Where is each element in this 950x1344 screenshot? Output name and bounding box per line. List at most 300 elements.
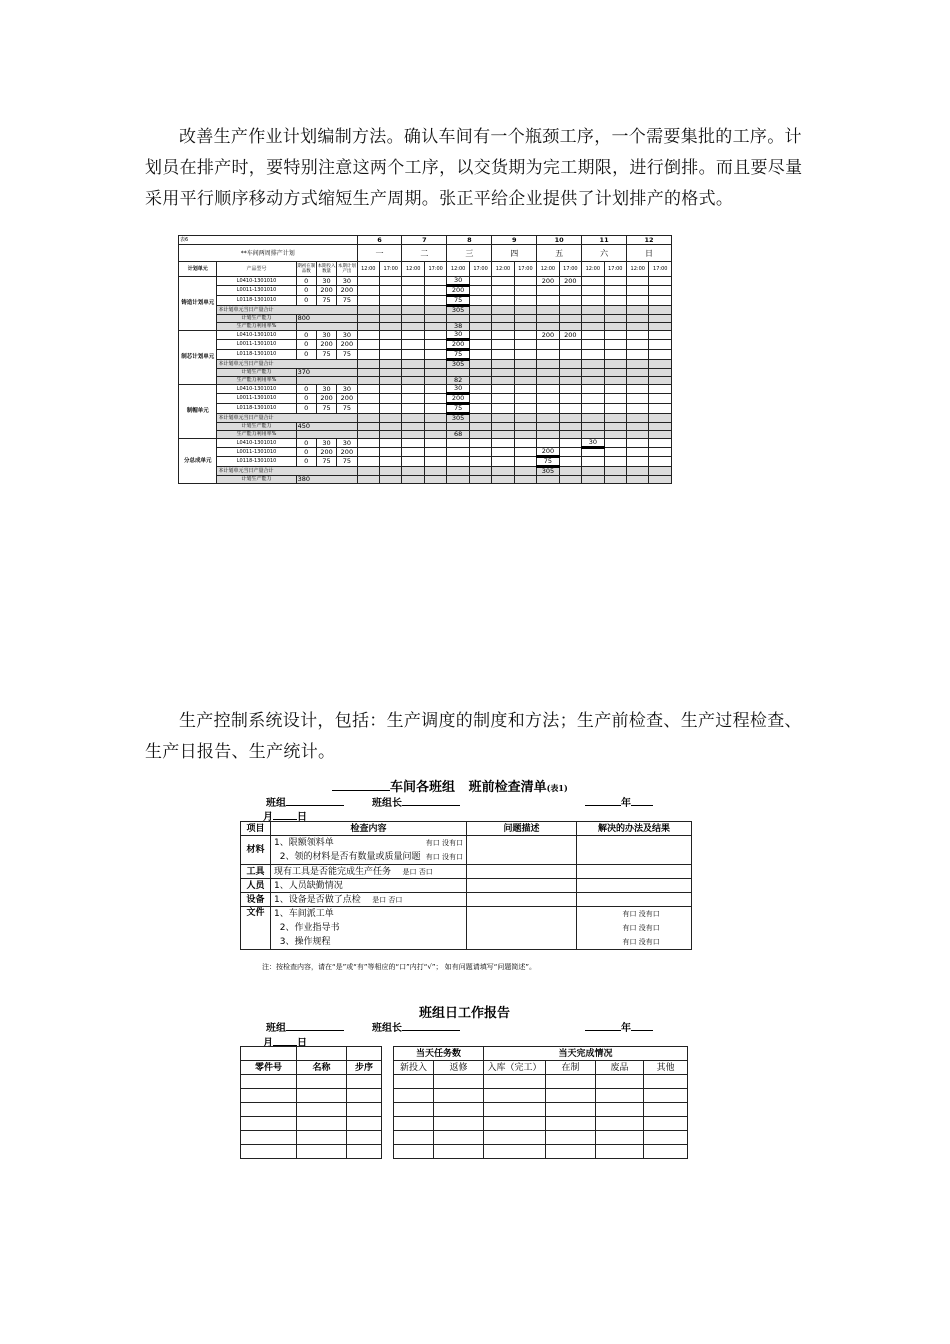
plan-empty-cell xyxy=(469,277,491,286)
plan-empty-cell xyxy=(559,340,581,350)
plan-empty-cell xyxy=(582,340,604,350)
plan-empty-cell xyxy=(469,431,491,439)
plan-empty-cell xyxy=(537,306,559,315)
plan-empty-cell xyxy=(559,315,581,323)
plan-empty-cell xyxy=(424,457,446,467)
plan-empty-cell xyxy=(424,315,446,323)
plan-output-value: 200 xyxy=(337,286,357,296)
plan-empty-cell xyxy=(380,476,402,484)
plan-empty-cell xyxy=(469,296,491,306)
daily-year-label: 年 xyxy=(585,1019,653,1034)
plan-empty-cell xyxy=(492,448,514,457)
plan-empty-cell xyxy=(559,431,581,439)
plan-empty-cell xyxy=(447,448,469,457)
plan-model: L0410-1301010 xyxy=(217,385,296,394)
plan-model: L0118-1301010 xyxy=(217,404,296,414)
plan-empty-cell xyxy=(582,467,604,476)
plan-unit-name: 制帽单元 xyxy=(179,385,217,439)
plan-empty-cell xyxy=(492,331,514,340)
plan-empty-cell xyxy=(649,476,672,484)
plan-empty-cell xyxy=(537,323,559,331)
plan-empty-cell xyxy=(380,414,402,423)
plan-empty-cell xyxy=(402,423,424,431)
plan-date: 6 xyxy=(357,236,402,245)
plan-empty-cell xyxy=(492,340,514,350)
plan-empty-cell xyxy=(627,340,649,350)
plan-empty-cell xyxy=(357,423,379,431)
plan-empty-cell xyxy=(424,377,446,385)
documents-item-2: 2、作业指导书 xyxy=(279,923,340,933)
daily-team-label: 班组 xyxy=(266,1019,344,1034)
plan-empty-cell xyxy=(424,467,446,476)
plan-schedule-value: 200 xyxy=(559,277,581,286)
plan-empty-cell xyxy=(424,439,446,448)
materials-1-checkbox[interactable]: 有口 没有口 xyxy=(425,839,463,847)
plan-wip-value: 0 xyxy=(296,296,316,306)
plan-empty-cell xyxy=(649,414,672,423)
plan-empty-cell xyxy=(582,385,604,394)
plan-time: 17:00 xyxy=(514,262,536,277)
plan-empty-cell xyxy=(492,439,514,448)
plan-empty-cell xyxy=(559,394,581,404)
plan-cap-label: 计划生产能力 xyxy=(217,423,296,431)
plan-empty-cell xyxy=(492,369,514,377)
plan-empty-cell xyxy=(514,369,536,377)
plan-util-label: 生产能力利用率% xyxy=(217,431,296,439)
plan-empty-cell xyxy=(514,340,536,350)
plan-unit-name: 制芯计划单元 xyxy=(179,331,217,385)
plan-empty-cell xyxy=(582,306,604,315)
plan-empty-cell xyxy=(582,350,604,360)
plan-schedule-value: 30 xyxy=(447,331,469,340)
plan-empty-cell xyxy=(402,331,424,340)
plan-empty-cell xyxy=(582,423,604,431)
plan-weekday: 一 xyxy=(357,245,402,262)
plan-output-value: 30 xyxy=(337,439,357,448)
plan-empty-cell xyxy=(469,467,491,476)
plan-time: 12:00 xyxy=(492,262,514,277)
plan-model: L0410-1301010 xyxy=(217,277,296,286)
plan-time: 17:00 xyxy=(424,262,446,277)
plan-empty-cell xyxy=(492,385,514,394)
plan-empty-cell xyxy=(357,331,379,340)
plan-empty-cell xyxy=(649,323,672,331)
plan-empty-cell xyxy=(627,404,649,414)
plan-empty-cell xyxy=(604,286,626,296)
plan-empty-cell xyxy=(559,448,581,457)
plan-empty-cell xyxy=(357,414,379,423)
plan-empty-cell xyxy=(582,404,604,414)
plan-empty-cell xyxy=(627,306,649,315)
plan-empty-cell xyxy=(649,296,672,306)
plan-util-value: 38 xyxy=(447,323,469,331)
plan-empty-cell xyxy=(582,315,604,323)
plan-empty-cell xyxy=(469,369,491,377)
plan-schedule-value: 200 xyxy=(537,448,559,457)
plan-empty-cell xyxy=(402,286,424,296)
plan-empty-cell xyxy=(469,476,491,484)
plan-empty-cell xyxy=(424,350,446,360)
plan-empty-cell xyxy=(424,431,446,439)
plan-empty-cell xyxy=(402,448,424,457)
plan-weekday: 四 xyxy=(492,245,537,262)
plan-model: L0118-1301010 xyxy=(217,296,296,306)
plan-time: 12:00 xyxy=(357,262,379,277)
row-people: 人员 xyxy=(241,879,271,893)
plan-empty-cell xyxy=(649,448,672,457)
plan-empty-cell xyxy=(402,431,424,439)
plan-time: 12:00 xyxy=(582,262,604,277)
plan-empty-cell xyxy=(402,277,424,286)
plan-empty-cell xyxy=(380,377,402,385)
header-rework: 返修 xyxy=(434,1061,484,1075)
plan-empty-cell xyxy=(559,404,581,414)
plan-empty-cell xyxy=(357,377,379,385)
plan-empty-cell xyxy=(424,277,446,286)
year-label: 年 xyxy=(585,794,653,809)
plan-schedule-value: 30 xyxy=(447,277,469,286)
plan-date: 12 xyxy=(627,236,672,245)
plan-empty-cell xyxy=(424,340,446,350)
plan-model: L0011-1301010 xyxy=(217,394,296,404)
plan-empty-cell xyxy=(537,404,559,414)
header-scrap: 废品 xyxy=(596,1061,644,1075)
plan-empty-cell xyxy=(424,404,446,414)
plan-empty-cell xyxy=(469,414,491,423)
plan-unit-name: 分总成单元 xyxy=(179,439,217,484)
plan-empty-cell xyxy=(559,286,581,296)
plan-empty-cell xyxy=(380,286,402,296)
plan-input-value: 200 xyxy=(316,340,336,350)
plan-empty-cell xyxy=(514,467,536,476)
plan-util-value: 68 xyxy=(447,431,469,439)
plan-model: L0118-1301010 xyxy=(217,350,296,360)
plan-date: 9 xyxy=(492,236,537,245)
plan-model: L0410-1301010 xyxy=(217,439,296,448)
plan-empty-cell xyxy=(402,350,424,360)
plan-empty-cell xyxy=(380,315,402,323)
plan-time: 17:00 xyxy=(649,262,672,277)
tools-checkbox[interactable]: 是口 否口 xyxy=(402,867,433,876)
plan-empty-cell xyxy=(402,414,424,423)
plan-empty-cell xyxy=(649,340,672,350)
plan-empty-cell xyxy=(649,377,672,385)
plan-input-value: 200 xyxy=(316,448,336,457)
plan-empty-cell xyxy=(402,323,424,331)
plan-empty-cell xyxy=(492,286,514,296)
plan-empty-cell xyxy=(649,385,672,394)
plan-empty-cell xyxy=(402,340,424,350)
plan-empty-cell xyxy=(492,467,514,476)
plan-input-value: 30 xyxy=(316,277,336,286)
plan-empty-cell xyxy=(424,385,446,394)
plan-empty-cell xyxy=(469,315,491,323)
plan-empty-cell xyxy=(357,323,379,331)
plan-empty-cell xyxy=(627,457,649,467)
plan-empty-cell xyxy=(537,369,559,377)
plan-empty-cell xyxy=(604,360,626,369)
plan-output-value: 30 xyxy=(337,385,357,394)
plan-sum-value: 305 xyxy=(447,306,469,315)
plan-output-value: 75 xyxy=(337,296,357,306)
plan-empty-cell xyxy=(402,360,424,369)
plan-empty-cell xyxy=(424,394,446,404)
materials-item-1: 1、限额领料单 xyxy=(274,838,334,848)
plan-empty-cell xyxy=(559,306,581,315)
plan-schedule-value: 200 xyxy=(447,286,469,296)
plan-empty-cell xyxy=(649,404,672,414)
plan-empty-cell xyxy=(537,350,559,360)
plan-cap-value: 370 xyxy=(296,369,357,377)
plan-weekday: 二 xyxy=(402,245,447,262)
plan-empty-cell xyxy=(492,457,514,467)
plan-schedule-value: 30 xyxy=(447,385,469,394)
plan-wip-value: 0 xyxy=(296,286,316,296)
daily-parts-table xyxy=(240,1046,382,1159)
plan-empty-cell xyxy=(469,385,491,394)
plan-input-value: 75 xyxy=(316,296,336,306)
plan-empty-cell xyxy=(537,360,559,369)
plan-empty-cell xyxy=(469,340,491,350)
checklist-title: 车间各班组 班前检查清单(表1) xyxy=(332,776,568,795)
plan-empty-cell xyxy=(469,457,491,467)
daily-report-title: 班组日工作报告 xyxy=(419,1006,511,1021)
plan-empty-cell xyxy=(447,423,469,431)
plan-empty-cell xyxy=(537,377,559,385)
plan-empty-cell xyxy=(604,323,626,331)
plan-empty-cell xyxy=(357,360,379,369)
plan-empty-cell xyxy=(537,385,559,394)
plan-empty-cell xyxy=(627,431,649,439)
intro-paragraph-2: 生产控制系统设计，包括：生产调度的制度和方法；生产前检查、生产过程检查、生产日报告、生产统计。 xyxy=(145,711,802,762)
plan-weekday: 日 xyxy=(627,245,672,262)
plan-cap-value: 450 xyxy=(296,423,357,431)
plan-empty-cell xyxy=(469,360,491,369)
plan-empty-cell xyxy=(514,296,536,306)
plan-empty-cell xyxy=(627,360,649,369)
plan-empty-cell xyxy=(357,448,379,457)
plan-time: 17:00 xyxy=(380,262,402,277)
plan-sum-label: 本计划单元当日产量合计 xyxy=(217,306,357,315)
plan-empty-cell xyxy=(402,296,424,306)
plan-empty-cell xyxy=(380,385,402,394)
plan-empty-cell xyxy=(402,467,424,476)
plan-empty-cell xyxy=(447,467,469,476)
header-stocked: 入库（完工） xyxy=(484,1061,546,1075)
equipment-checkbox[interactable]: 是口 否口 xyxy=(372,895,403,904)
plan-schedule-value: 75 xyxy=(447,350,469,360)
plan-empty-cell xyxy=(582,296,604,306)
leader-label: 班组长 xyxy=(372,794,460,809)
plan-model: L0118-1301010 xyxy=(217,457,296,467)
checklist-note: 注：按检查内容，请在“是”或“有”等相应的“口”内打“√”； 如有问题请填写“问题简述”。 xyxy=(262,963,536,971)
plan-empty-cell xyxy=(492,306,514,315)
plan-output-value: 75 xyxy=(337,457,357,467)
plan-model: L0410-1301010 xyxy=(217,331,296,340)
plan-schedule-value: 200 xyxy=(447,394,469,404)
plan-empty-cell xyxy=(649,467,672,476)
plan-empty-cell xyxy=(604,385,626,394)
plan-date: 7 xyxy=(402,236,447,245)
plan-empty-cell xyxy=(627,315,649,323)
checklist-table: 项目 检查内容 问题描述 解决的办法及结果 材料 1、限额领料单 有口 没有口 2、领的材料是否有数量或质量问题 有口 没有口 工具 现有工具是否能完成生产任务 是口 否口 人员 1、人员缺勤情况 设备 1、设备是否做了点检 是口 否口 文件 1、车间派工单 有口 没有口 2、作业指导书 有口 没有口 3、操作规程 有口 没有口 xyxy=(240,821,692,950)
plan-schedule-value: 30 xyxy=(582,439,604,448)
equipment-item: 1、设备是否做了点检 xyxy=(274,894,361,905)
plan-empty-cell xyxy=(627,394,649,404)
plan-empty-cell xyxy=(492,404,514,414)
daily-date-label: 月 日 xyxy=(263,1038,307,1049)
plan-empty-cell xyxy=(582,476,604,484)
plan-empty-cell xyxy=(514,404,536,414)
plan-empty-cell xyxy=(649,315,672,323)
plan-input-value: 30 xyxy=(316,331,336,340)
plan-empty-cell xyxy=(627,414,649,423)
plan-empty-cell xyxy=(582,377,604,385)
materials-2-checkbox[interactable]: 有口 没有口 xyxy=(425,853,463,861)
plan-empty-cell xyxy=(469,306,491,315)
plan-empty-cell xyxy=(402,315,424,323)
plan-schedule-value: 200 xyxy=(447,340,469,350)
plan-col-input: 本期投入数量 xyxy=(316,262,336,277)
plan-empty-cell xyxy=(604,414,626,423)
header-part-no: 零件号 xyxy=(241,1061,297,1075)
tools-item: 现有工具是否能完成生产任务 xyxy=(274,866,392,877)
plan-empty-cell xyxy=(424,306,446,315)
plan-empty-cell xyxy=(424,360,446,369)
plan-empty-cell xyxy=(424,369,446,377)
plan-empty-cell xyxy=(447,476,469,484)
plan-empty-cell xyxy=(380,394,402,404)
plan-wip-value: 0 xyxy=(296,439,316,448)
plan-title: **车间两周排产计划 xyxy=(179,245,358,262)
plan-empty-cell xyxy=(357,457,379,467)
plan-empty-cell xyxy=(469,404,491,414)
plan-empty-cell xyxy=(649,360,672,369)
plan-empty-cell xyxy=(649,286,672,296)
plan-time: 12:00 xyxy=(447,262,469,277)
plan-empty-cell xyxy=(627,476,649,484)
plan-time: 12:00 xyxy=(537,262,559,277)
header-task-count: 当天任务数 xyxy=(394,1047,484,1061)
documents-item-1: 1、车间派工单 xyxy=(274,909,334,919)
header-problem: 问题描述 xyxy=(467,822,577,836)
plan-empty-cell xyxy=(649,277,672,286)
plan-cap-label: 计划生产能力 xyxy=(217,369,296,377)
plan-empty-cell xyxy=(514,423,536,431)
plan-empty-cell xyxy=(402,476,424,484)
plan-empty-cell xyxy=(357,315,379,323)
plan-sum-value: 305 xyxy=(447,414,469,423)
plan-empty-cell xyxy=(380,467,402,476)
plan-schedule-value: 75 xyxy=(447,404,469,414)
plan-empty-cell xyxy=(357,350,379,360)
plan-wip-value: 0 xyxy=(296,385,316,394)
plan-input-value: 75 xyxy=(316,457,336,467)
plan-empty-cell xyxy=(559,423,581,431)
plan-empty-cell xyxy=(559,385,581,394)
plan-schedule-value: 200 xyxy=(559,331,581,340)
plan-empty-cell xyxy=(649,350,672,360)
plan-wip-value: 0 xyxy=(296,404,316,414)
plan-empty-cell xyxy=(380,340,402,350)
plan-empty-cell xyxy=(582,414,604,423)
plan-empty-cell xyxy=(380,350,402,360)
plan-empty-cell xyxy=(469,423,491,431)
plan-empty-cell xyxy=(357,286,379,296)
plan-empty-cell xyxy=(514,315,536,323)
plan-empty-cell xyxy=(559,377,581,385)
plan-empty-cell xyxy=(357,467,379,476)
plan-empty-cell xyxy=(604,394,626,404)
plan-empty-cell xyxy=(559,467,581,476)
plan-empty-cell xyxy=(604,277,626,286)
plan-empty-cell xyxy=(627,385,649,394)
plan-empty-cell xyxy=(402,439,424,448)
plan-input-value: 30 xyxy=(316,439,336,448)
plan-empty-cell xyxy=(559,369,581,377)
plan-empty-cell xyxy=(559,350,581,360)
plan-empty-cell xyxy=(492,414,514,423)
plan-input-value: 30 xyxy=(316,385,336,394)
plan-empty-cell xyxy=(537,476,559,484)
row-equipment: 设备 xyxy=(241,893,271,907)
plan-empty-cell xyxy=(604,369,626,377)
plan-empty-cell xyxy=(582,286,604,296)
plan-output-value: 200 xyxy=(337,340,357,350)
plan-sum-value: 305 xyxy=(537,467,559,476)
plan-empty-cell xyxy=(604,306,626,315)
header-solution: 解决的办法及结果 xyxy=(577,822,692,836)
plan-input-value: 75 xyxy=(316,350,336,360)
plan-empty-cell xyxy=(492,315,514,323)
plan-empty-cell xyxy=(380,331,402,340)
plan-empty-cell xyxy=(514,431,536,439)
plan-empty-cell xyxy=(537,394,559,404)
plan-empty-cell xyxy=(424,296,446,306)
plan-empty-cell xyxy=(296,323,357,331)
plan-empty-cell xyxy=(380,277,402,286)
plan-empty-cell xyxy=(469,394,491,404)
plan-empty-cell xyxy=(357,296,379,306)
plan-output-value: 30 xyxy=(337,277,357,286)
row-documents: 文件 xyxy=(241,907,271,950)
plan-schedule-value: 75 xyxy=(447,296,469,306)
plan-empty-cell xyxy=(357,385,379,394)
plan-time: 17:00 xyxy=(559,262,581,277)
plan-model: L0011-1301010 xyxy=(217,448,296,457)
plan-empty-cell xyxy=(380,457,402,467)
plan-empty-cell xyxy=(469,448,491,457)
plan-empty-cell xyxy=(537,439,559,448)
header-name: 名称 xyxy=(297,1061,347,1075)
plan-empty-cell xyxy=(559,414,581,423)
materials-item-2: 2、领的材料是否有数量或质量问题 xyxy=(279,852,421,862)
plan-empty-cell xyxy=(296,431,357,439)
header-step: 步序 xyxy=(347,1061,382,1075)
plan-empty-cell xyxy=(492,323,514,331)
plan-empty-cell xyxy=(514,377,536,385)
plan-empty-cell xyxy=(380,323,402,331)
plan-cap-label: 计划生产能力 xyxy=(217,315,296,323)
plan-empty-cell xyxy=(492,350,514,360)
plan-empty-cell xyxy=(357,394,379,404)
header-new-input: 新投入 xyxy=(394,1061,434,1075)
plan-empty-cell xyxy=(537,315,559,323)
plan-empty-cell xyxy=(296,377,357,385)
plan-empty-cell xyxy=(559,476,581,484)
plan-time: 12:00 xyxy=(402,262,424,277)
plan-output-value: 200 xyxy=(337,394,357,404)
